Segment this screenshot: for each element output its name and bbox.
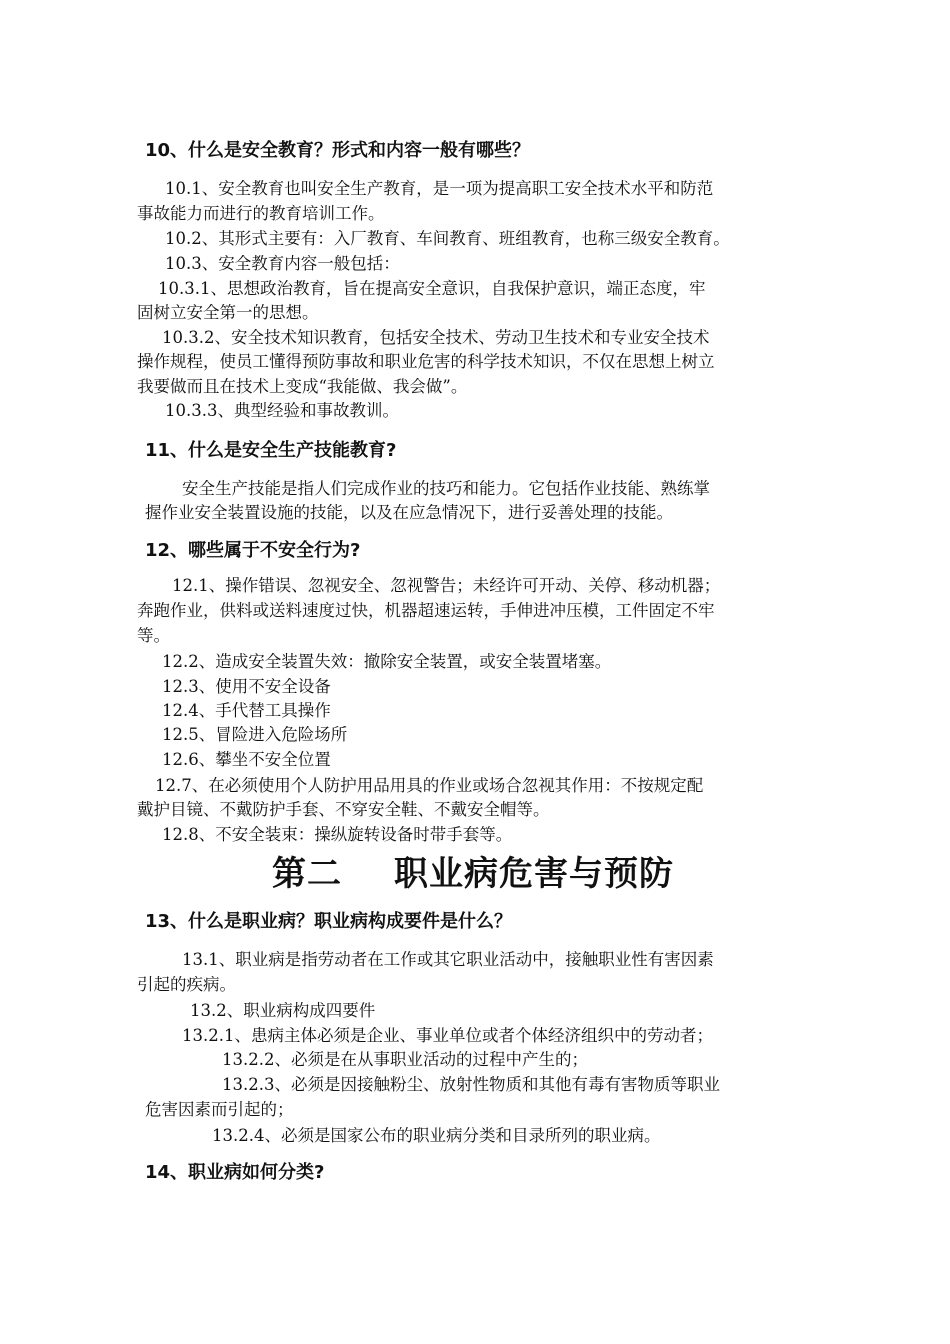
paragraph-line: 12.7、在必须使用个人防护用品用具的作业或场合忽视其作用：不按规定配: [155, 776, 704, 795]
section-13-heading: 13、什么是职业病？职业病构成要件是什么？: [145, 911, 513, 932]
paragraph-line: 13.1、职业病是指劳动者在工作或其它职业活动中，接触职业性有害因素: [182, 950, 714, 969]
paragraph-line: 13.2、职业病构成四要件: [190, 1001, 376, 1020]
paragraph-line: 操作规程，使员工懂得预防事故和职业危害的科学技术知识，不仅在思想上树立: [137, 352, 715, 371]
chapter-name: 职业病危害与预防: [394, 854, 674, 894]
paragraph-line: 固树立安全第一的思想。: [137, 303, 319, 322]
paragraph-line: 12.5、冒险进入危险场所: [162, 725, 348, 744]
paragraph-line: 奔跑作业，供料或送料速度过快，机器超速运转，手伸进冲压模，工件固定不牢: [137, 601, 715, 620]
paragraph-line: 危害因素而引起的；: [145, 1100, 294, 1119]
paragraph-line: 13.2.3、必须是因接触粉尘、放射性物质和其他有毒有害物质等职业: [222, 1075, 720, 1094]
paragraph-line: 12.8、不安全装束：操纵旋转设备时带手套等。: [162, 825, 513, 844]
paragraph-line: 引起的疾病。: [137, 975, 236, 994]
paragraph-line: 12.4、手代替工具操作: [162, 701, 331, 720]
chapter-title: [272, 853, 674, 895]
paragraph-line: 事故能力而进行的教育培训工作。: [137, 204, 385, 223]
paragraph-line: 10.3.2、安全技术知识教育，包括安全技术、劳动卫生技术和专业安全技术: [162, 328, 710, 347]
paragraph-line: 13.2.4、必须是国家公布的职业病分类和目录所列的职业病。: [212, 1126, 661, 1145]
paragraph-line: 13.2.1、患病主体必须是企业、事业单位或者个体经济组织中的劳动者；: [182, 1026, 713, 1045]
paragraph-line: 戴护目镜、不戴防护手套、不穿安全鞋、不戴安全帽等。: [137, 800, 550, 819]
section-11-heading: 11、什么是安全生产技能教育?: [145, 440, 397, 461]
paragraph-line: 10.1、安全教育也叫安全生产教育，是一项为提高职工安全技术水平和防范: [165, 179, 714, 198]
paragraph-line: 握作业安全装置设施的技能，以及在应急情况下，进行妥善处理的技能。: [145, 503, 673, 522]
paragraph-line: 12.6、攀坐不安全位置: [162, 750, 331, 769]
chapter-number: 第二: [272, 854, 342, 894]
paragraph-line: 10.3、安全教育内容一般包括：: [165, 254, 400, 273]
paragraph-line: 12.3、使用不安全设备: [162, 677, 331, 696]
section-14-heading: 14、职业病如何分类?: [145, 1162, 325, 1183]
paragraph-line: 12.2、造成安全装置失效：撤除安全装置，或安全装置堵塞。: [162, 652, 612, 671]
paragraph-line: 10.2、其形式主要有：入厂教育、车间教育、班组教育，也称三级安全教育。: [165, 229, 730, 248]
section-12-heading: 12、哪些属于不安全行为?: [145, 540, 361, 561]
paragraph-line: 10.3.3、典型经验和事故教训。: [165, 401, 399, 420]
section-10-heading: 10、什么是安全教育？形式和内容一般有哪些？: [145, 140, 531, 161]
paragraph-line: 10.3.1、思想政治教育，旨在提高安全意识，自我保护意识，端正态度，牢: [158, 279, 706, 298]
paragraph-line: 我要做而且在技术上变成“我能做、我会做”。: [137, 377, 468, 396]
paragraph-line: 安全生产技能是指人们完成作业的技巧和能力。它包括作业技能、熟练掌: [182, 479, 710, 498]
paragraph-line: 13.2.2、必须是在从事职业活动的过程中产生的；: [222, 1050, 588, 1069]
paragraph-line: 12.1、操作错误、忽视安全、忽视警告；未经许可开动、关停、移动机器；: [172, 576, 721, 595]
paragraph-line: 等。: [137, 626, 170, 645]
